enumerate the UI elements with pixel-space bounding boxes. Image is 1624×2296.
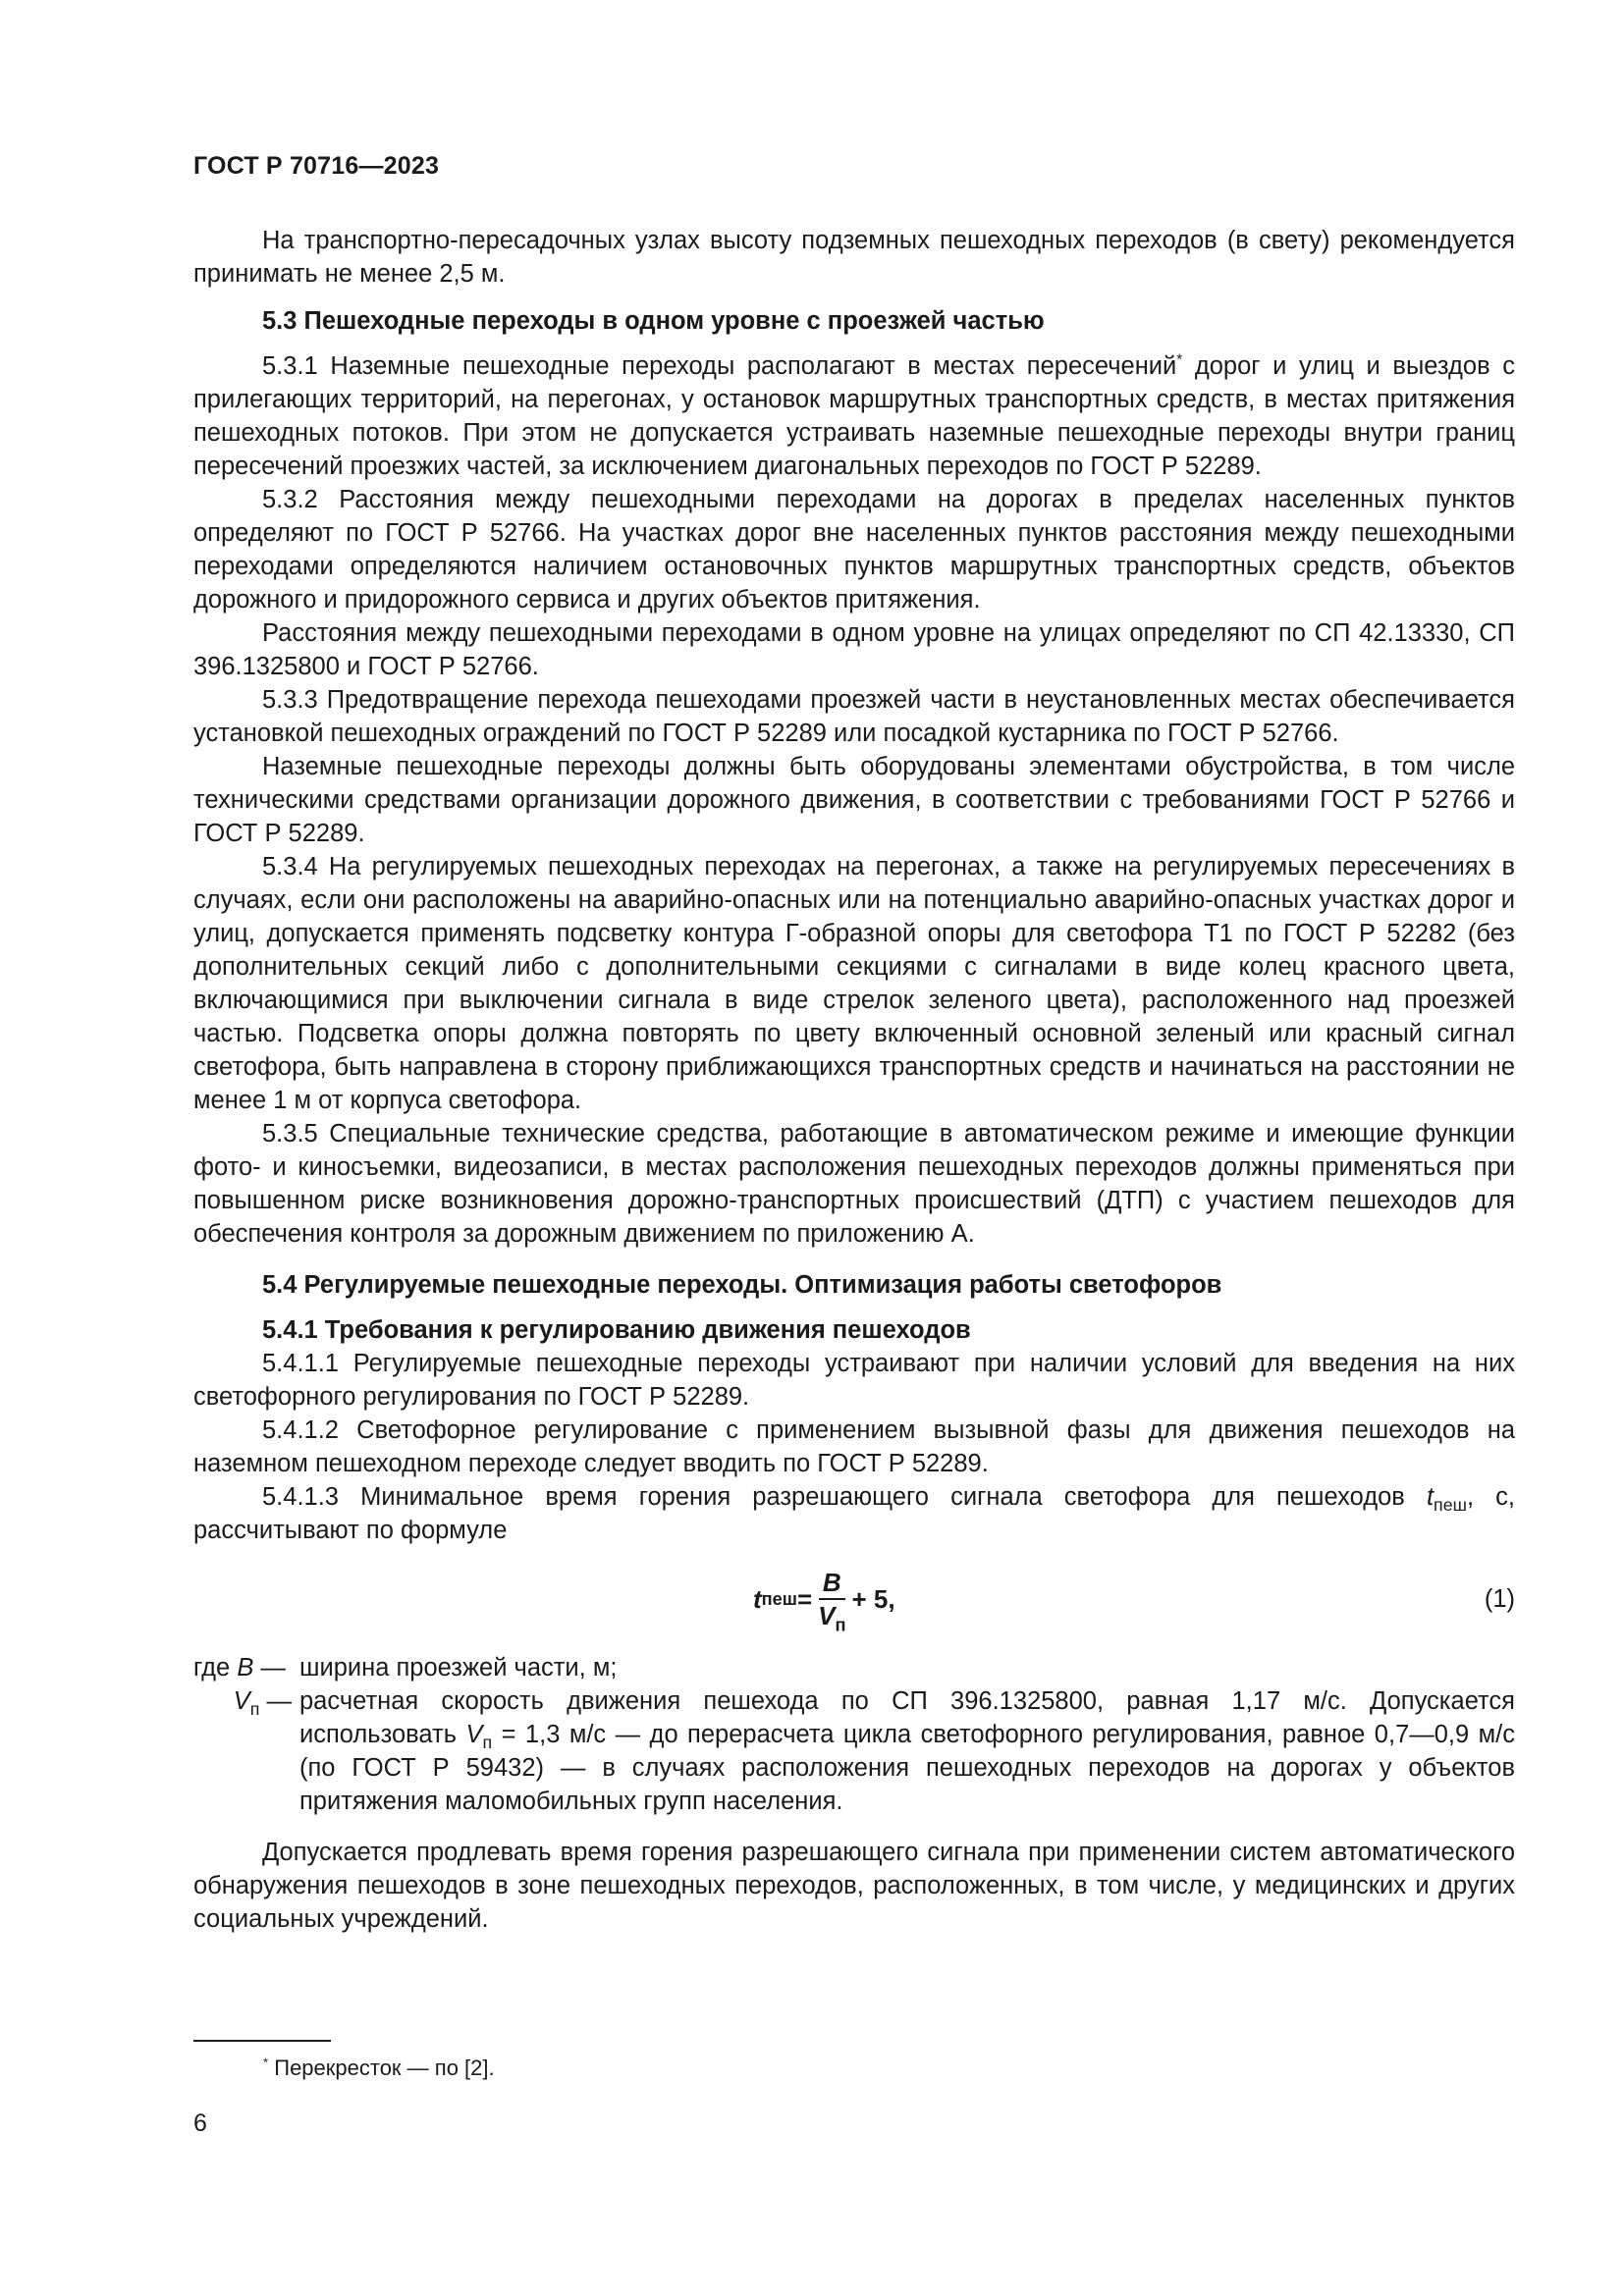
paragraph-5-3-1-text-b: дорог и улиц и выездов с прилегающих территорий, на перегонах, у остановок маршрутных транспортных средств, в местах притяжения пешеходных потоков. При этом не допускается устраивать наземные пешеходные переходы внутри границ пересечений проезжих частей, за исключением диагональных переходов по ГОСТ Р 52289. [193,352,1515,480]
section-heading-5-3: 5.3 Пешеходные переходы в одном уровне с проезжей частью [262,307,1045,335]
page-number: 6 [193,2109,207,2137]
paragraph-5-4-1-3-text-b: , с, рассчитывают по формуле [193,1483,1515,1544]
paragraph-5-3-2: 5.3.2 Расстояния между пешеходными переходами на дорогах в пределах населенных пунктов определяют по ГОСТ Р 52766. На участках дорог вне населенных пунктов расстояния между пешеходными переходами определяются наличием остановочных пунктов маршрутных транспортных средств, объектов дорожного и придорожного сервиса и других объектов притяжения. [193,486,1515,614]
formula-fraction [818,1568,846,1635]
footnote-separator [193,2040,331,2042]
dash-2: — [259,1687,292,1715]
document-body [193,224,1515,1936]
paragraph-5-3-3: 5.3.3 Предотвращение перехода пешеходами проезжей части в неустановленных местах обеспечивается установкой пешеходных ограждений по ГОСТ Р 52289 или посадкой кустарника по ГОСТ Р 52766. [193,686,1515,747]
paragraph-5-4-1-3-text-a: 5.4.1.3 Минимальное время горения разрешающего сигнала светофора для пешеходов [262,1483,1427,1511]
formula-block [193,1561,1515,1643]
definition-text-v-b: = 1,3 м/с — до перерасчета цикла светофорного регулирования, равное 0,7—0,9 м/с (по ГОСТ Р 59432) — в случаях расположения пешеходных переходов на дорогах у объектов притяжения маломобильных групп населения. [299,1721,1515,1815]
definition-text-b: ширина проезжей части, м; [299,1654,618,1682]
paragraph-5-4-1-3 [193,1480,1515,1547]
formula-equals: = [796,1584,813,1614]
dash-1: — [253,1654,286,1682]
footnote-text: Перекресток — по [2]. [268,2056,495,2080]
footnote-mark: * [263,2055,269,2070]
paragraph-5-3-4: 5.3.4 На регулируемых пешеходных переходах на перегонах, а также на регулируемых пересечениях в случаях, если они расположены на аварийно-опасных или на потенциально аварийно-опасных участках дорог и улиц, допускается применять подсветку контура Г-образной опоры для светофора Т1 по ГОСТ Р 52282 (без дополнительных секций либо с дополнительными секциями с сигналами в виде колец красного цвета, включающимися при выключении сигнала в виде стрелок зеленого цвета), расположенного над проезжей частью. Подсветка опоры должна повторять по цвету включенный основной зеленый или красный сигнал светофора, быть направлена в сторону приближающихся транспортных средств и начинаться на расстоянии не менее 1 м от корпуса светофора. [193,853,1515,1114]
inline-symbol-v-subscript: п [482,1733,493,1753]
document-header: ГОСТ Р 70716—2023 [193,152,440,180]
formula-tail: + 5, [851,1584,895,1614]
paragraph-5-3-5: 5.3.5 Специальные технические средства, работающие в автоматическом режиме и имеющие функции фото- и киносъемки, видеозаписи, в местах расположения пешеходных переходов должны применяться при повышенном риске возникновения дорожно-транспортных происшествий (ДТП) с участием пешеходов для обеспечения контроля за дорожным движением по приложению А. [193,1120,1515,1248]
inline-symbol-v: V [465,1721,483,1748]
intro-paragraph: На транспортно-пересадочных узлах высоту подземных пешеходных переходов (в свету) рекомендуется принимать не менее 2,5 м. [193,227,1515,288]
closing-paragraph: Допускается продлевать время горения разрешающего сигнала при применении систем автоматического обнаружения пешеходов в зоне пешеходных переходов, расположенных, в том числе, у медицинских и других социальных учреждений. [193,1839,1515,1933]
paragraph-5-3-1-text-a: 5.3.1 Наземные пешеходные переходы располагают в местах пересечений [262,352,1177,380]
footnote-reference-mark: * [1176,351,1183,369]
formula-denominator-symbol: V [818,1601,836,1630]
footnote [263,2052,495,2085]
section-heading-5-4: 5.4 Регулируемые пешеходные переходы. Оптимизация работы светофоров [262,1271,1222,1299]
paragraph-5-3-3-continued: Наземные пешеходные переходы должны быть оборудованы элементами обустройства, в том числе техническими средствами организации дорожного движения, в соответствии с требованиями ГОСТ Р 52766 и ГОСТ Р 52289. [193,753,1515,847]
symbol-b: B [237,1654,254,1682]
equation-number: (1) [1484,1585,1515,1613]
formula-lhs: t [753,1584,762,1614]
variable-t: t [1426,1483,1435,1511]
definition-symbol-v [193,1684,299,1818]
formula-1: t пеш = $\frac{B}{V_п}$ + 5, [753,1568,895,1635]
paragraph-5-4-1-1: 5.4.1.1 Регулируемые пешеходные переходы устраивают при наличии условий для введения на них светофорного регулирования по ГОСТ Р 52289. [193,1350,1515,1411]
where-prefix: где [193,1654,238,1682]
definition-symbol-b [193,1651,299,1684]
definition-text-v-a: расчетная скорость движения пешехода по СП 396.1325800, равная 1,17 м/с. Допускается использовать [299,1687,1515,1748]
symbol-v-subscript: п [249,1699,260,1720]
variable-definitions [193,1651,1515,1818]
paragraph-5-3-2-continued: Расстояния между пешеходными переходами в одном уровне на улицах определяют по СП 42.13330, СП 396.1325800 и ГОСТ Р 52766. [193,619,1515,680]
formula-denominator [818,1600,846,1635]
subsection-heading-5-4-1: 5.4.1 Требования к регулированию движения пешеходов [262,1316,971,1344]
paragraph-5-4-1-2: 5.4.1.2 Светофорное регулирование с применением вызывной фазы для движения пешеходов на наземном пешеходном переходе следует вводить по ГОСТ Р 52289. [193,1416,1515,1477]
definition-text-v [299,1684,1515,1818]
formula-denominator-subscript: п [835,1615,846,1635]
variable-t-subscript: пеш [1434,1495,1467,1516]
symbol-v: V [233,1687,250,1715]
paragraph-5-3-1 [193,349,1515,483]
formula-numerator: B [819,1569,845,1600]
